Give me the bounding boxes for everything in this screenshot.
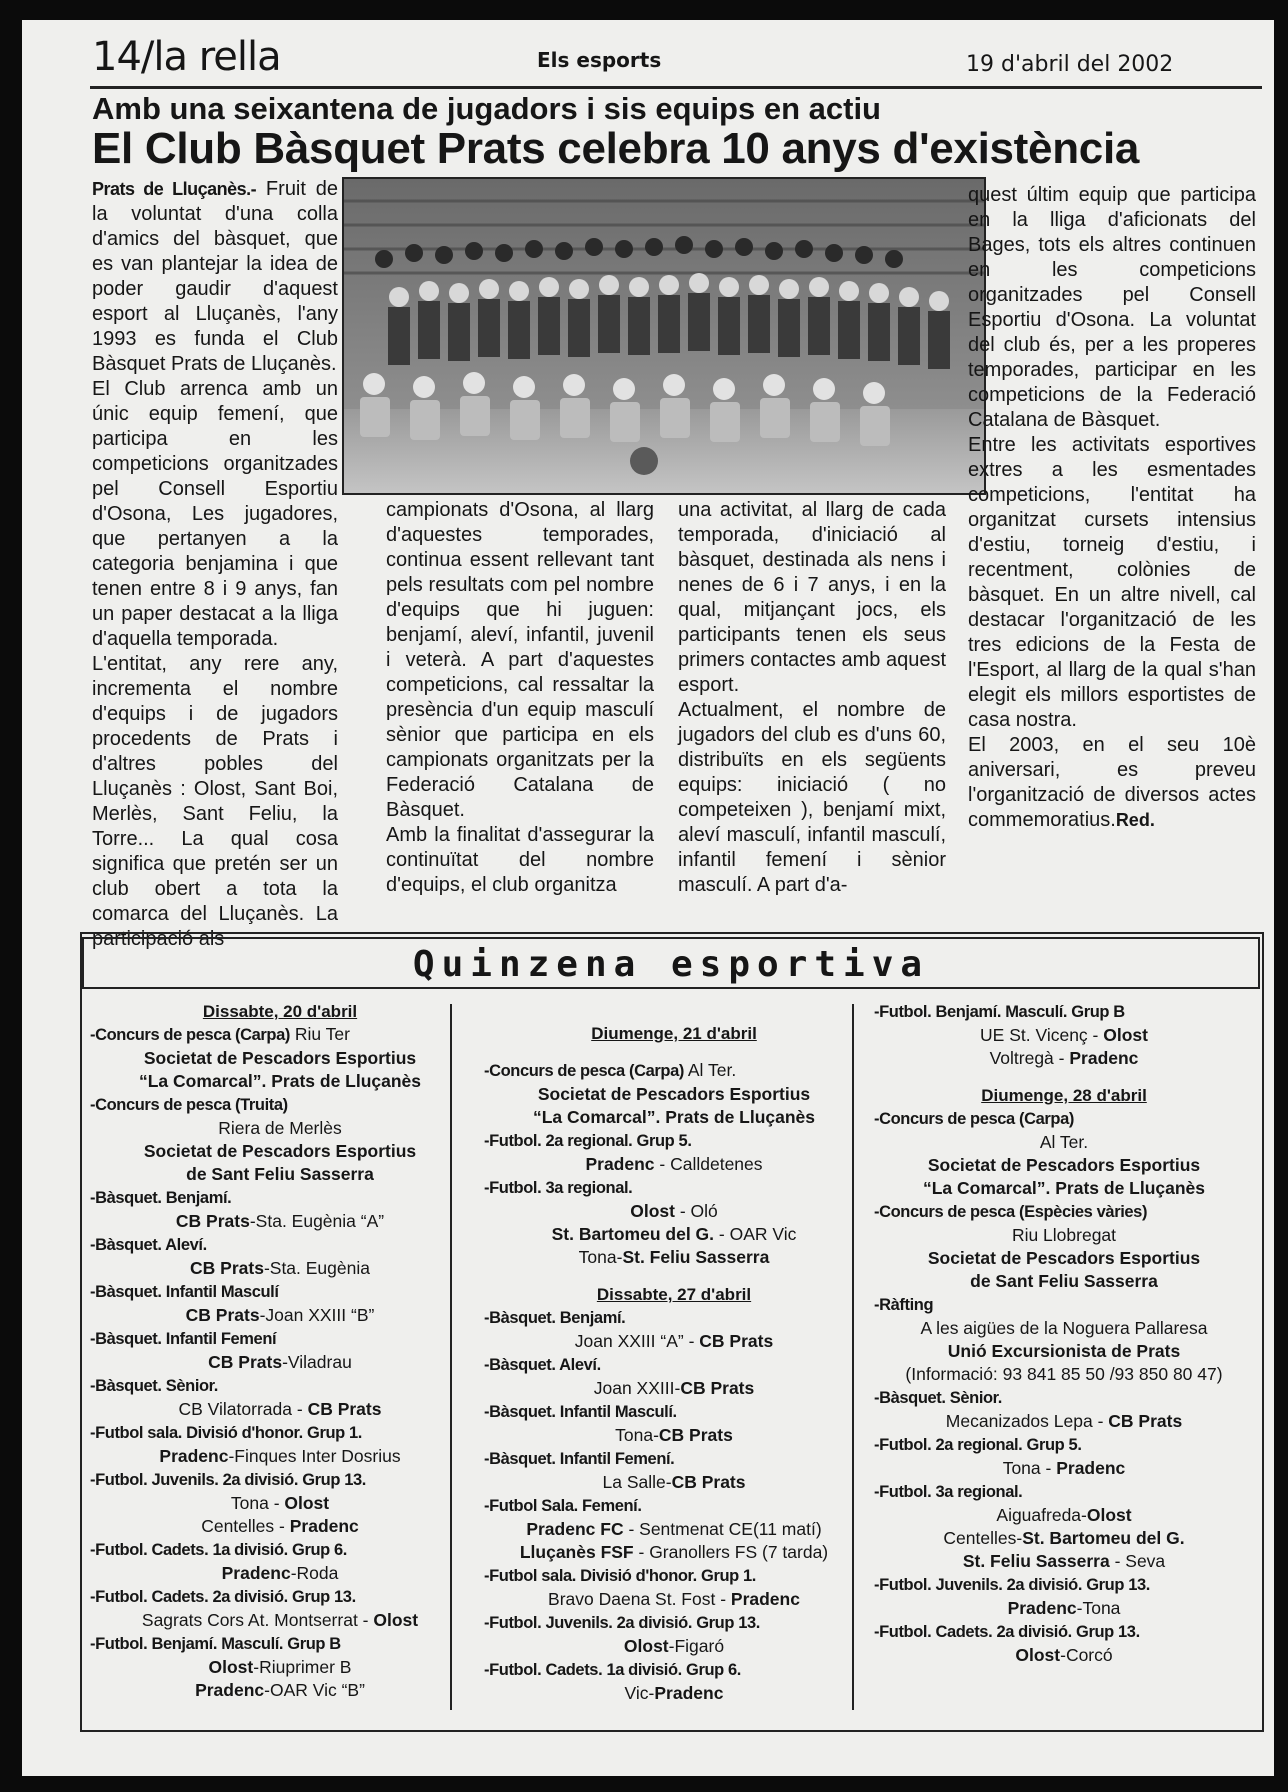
- schedule-day-text: Diumenge, 28 d'abril: [981, 1086, 1147, 1105]
- schedule-organizer: [874, 1247, 1254, 1270]
- match-separator: -: [633, 1542, 650, 1562]
- schedule-category: [90, 1093, 470, 1117]
- schedule-place: [874, 1363, 1254, 1386]
- schedule-organizer: [874, 1270, 1254, 1293]
- match-separator: -: [1109, 1551, 1126, 1571]
- schedule-match: [90, 1210, 470, 1233]
- schedule-line-text: Societat de Pescadors Esportius: [927, 1248, 1201, 1268]
- match-separator: -: [715, 1589, 731, 1609]
- team-away: Pradenc: [730, 1589, 800, 1609]
- article-kicker: Amb una seixantena de jugadors i sis equips en actiu: [92, 91, 881, 126]
- team-away: Viladrau: [287, 1352, 352, 1372]
- schedule-match: [484, 1330, 864, 1353]
- schedule-category-text: -Bàsquet. Aleví.: [484, 1356, 601, 1374]
- schedule-place: [874, 1131, 1254, 1154]
- team-home: Pradenc: [1007, 1598, 1077, 1618]
- schedule-category-text: -Futbol. Cadets. 2a divisió. Grup 13.: [90, 1588, 356, 1606]
- schedule-category-text: -Concurs de pesca (Carpa): [90, 1026, 290, 1044]
- schedule-match: [90, 1257, 470, 1280]
- schedule-category-place: Riu Ter: [289, 1024, 350, 1044]
- schedule-line-text: Al Ter.: [1039, 1132, 1089, 1152]
- match-separator: -: [1087, 1025, 1104, 1045]
- schedule-organizer: [90, 1163, 470, 1186]
- schedule-place: [874, 1224, 1254, 1247]
- schedule-category: [90, 1327, 470, 1351]
- schedule-category: [484, 1059, 864, 1083]
- schedule-category-text: -Concurs de pesca (Carpa): [874, 1110, 1074, 1128]
- team-away: CB Prats: [699, 1331, 774, 1351]
- schedule-category-text: -Ràfting: [874, 1296, 934, 1314]
- schedule-day-text: Dissabte, 20 d'abril: [202, 1002, 358, 1021]
- schedule-column-2: [484, 1022, 864, 1705]
- team-away: Pradenc: [654, 1683, 724, 1703]
- team-home: CB Prats: [190, 1258, 264, 1278]
- header-rule: [90, 86, 1262, 89]
- team-away: Sta. Eugènia “A”: [255, 1211, 385, 1231]
- schedule-category: [484, 1611, 864, 1635]
- team-away: Joan XXIII “B”: [265, 1305, 375, 1325]
- team-home: Olost: [1015, 1645, 1061, 1665]
- match-separator: -: [648, 1683, 655, 1703]
- schedule-day-heading: [90, 1000, 470, 1023]
- schedule-match: [484, 1424, 864, 1447]
- schedule-category: [90, 1468, 470, 1492]
- schedule-category: [874, 1000, 1254, 1024]
- schedule-line-text: Societat de Pescadors Esportius: [143, 1141, 417, 1161]
- schedule-match: [874, 1504, 1254, 1527]
- match-separator: -: [1092, 1411, 1109, 1431]
- match-separator: -: [1016, 1528, 1023, 1548]
- schedule-category: [484, 1400, 864, 1424]
- team-away: Sta. Eugènia: [269, 1258, 370, 1278]
- match-separator: -: [616, 1247, 623, 1267]
- schedule-category-place: Al Ter.: [683, 1060, 737, 1080]
- article-column-2: campionats d'Osona, al llarg d'aquestes temporades, continua essent rellevant tant pels resultats com pel nombre d'equips que hi juguen: benjamí, aleví, infantil, juvenil i veterà. A part d'aquestes competicions, cal ressaltar la presència d'un equip masculí sènior que participa en els campionats organitzats per la Federació Catalana de Bàsquet. Amb la finalitat d'assegurar la continuïtat del nombre d'equips, el club organitza: [386, 499, 654, 896]
- schedule-category-text: -Concurs de pesca (Truita): [90, 1096, 288, 1114]
- schedule-category-text: -Futbol sala. Divisió d'honor. Grup 1.: [90, 1424, 362, 1442]
- schedule-organizer: [874, 1154, 1254, 1177]
- schedule-line-text: A les aigües de la Noguera Pallaresa: [920, 1318, 1208, 1338]
- schedule-category: [90, 1538, 470, 1562]
- schedule-category-text: -Futbol. 2a regional. Grup 5.: [874, 1436, 1082, 1454]
- schedule-organizer: [90, 1140, 470, 1163]
- match-separator: -: [274, 1516, 290, 1536]
- match-separator: -: [1060, 1645, 1066, 1665]
- team-away: Granollers FS (7 tarda): [649, 1542, 829, 1562]
- team-photo-illustration: [344, 179, 984, 493]
- schedule-line-text: (Informació: 93 841 85 50 /93 850 80 47): [905, 1364, 1223, 1384]
- article-signature: Red.: [1115, 810, 1155, 830]
- schedule-match: [484, 1518, 864, 1541]
- schedule-category: [874, 1200, 1254, 1224]
- team-home: CB Vilatorrada: [178, 1399, 292, 1419]
- schedule-match: [484, 1471, 864, 1494]
- schedule-category-text: -Futbol. Juvenils. 2a divisió. Grup 13.: [90, 1471, 366, 1489]
- schedule-day-text: Dissabte, 27 d'abril: [596, 1285, 752, 1304]
- schedule-column-1: [90, 1000, 470, 1702]
- schedule-category: [874, 1573, 1254, 1597]
- team-home: La Salle: [602, 1472, 666, 1492]
- schedule-category-text: -Futbol Sala. Femení.: [484, 1497, 642, 1515]
- schedule-match: [874, 1644, 1254, 1667]
- schedule-category: [874, 1433, 1254, 1457]
- schedule-match: [874, 1597, 1254, 1620]
- schedule-match: [874, 1024, 1254, 1047]
- schedule-line-text: Societat de Pescadors Esportius: [537, 1084, 811, 1104]
- section-title: Els esports: [537, 48, 662, 72]
- schedule-category-text: -Futbol. 3a regional.: [484, 1179, 633, 1197]
- schedule-organizer: [484, 1083, 864, 1106]
- team-home: Pradenc: [585, 1154, 655, 1174]
- schedule-category-text: -Futbol. Benjamí. Masculí. Grup B: [874, 1003, 1125, 1021]
- match-separator: -: [1040, 1458, 1057, 1478]
- schedule-line-text: Societat de Pescadors Esportius: [927, 1155, 1201, 1175]
- schedule-category-text: -Futbol. Juvenils. 2a divisió. Grup 13.: [484, 1614, 760, 1632]
- article-column-1-text: Fruit de la voluntat d'una colla d'amics del bàsquet, que es van plantejar la idea de poder gaudir d'aquest esport al Lluçanès, l'any 1993 es funda el Club Bàsquet Prats de Lluçanès. El Club arrenca amb un únic equip femení, que participa en les competicions organitzades pel Consell Esportiu d'Osona, Les jugadores, que pertanyen a la categoria benjamina i que tenen entre 8 i 9 anys, fan un paper destacat a la lliga d'aquella temporada. L'entitat, any rere any, incrementa el nombre d'equips i de jugadors procedents de Prats i d'altres pobles del Lluçanès : Olost, Sant Boi, Merlès, Sant Feliu, la Torre... La qual cosa significa que pretén ser un club obert a tota la comarca del Lluçanès. La participació als: [92, 178, 339, 950]
- match-separator: -: [253, 1657, 260, 1677]
- team-away: Olost: [1103, 1025, 1148, 1045]
- schedule-spacer: [874, 1070, 1254, 1084]
- team-home: UE St. Vicenç: [980, 1025, 1088, 1045]
- team-away: CB Prats: [658, 1425, 733, 1445]
- schedule-category-text: -Futbol. Cadets. 2a divisió. Grup 13.: [874, 1623, 1140, 1641]
- schedule-category-text: -Bàsquet. Sènior.: [90, 1377, 218, 1395]
- team-away: OAR Vic: [729, 1224, 797, 1244]
- schedule-line-text: “La Comarcal”. Prats de Lluçanès: [138, 1071, 422, 1091]
- match-separator: -: [259, 1305, 266, 1325]
- schedule-match: [484, 1246, 864, 1269]
- schedule-line-text: Riu Llobregat: [1011, 1225, 1117, 1245]
- schedule-category: [90, 1186, 470, 1210]
- schedule-match: [484, 1541, 864, 1564]
- match-separator: -: [665, 1472, 672, 1492]
- schedule-line-text: de Sant Feliu Sasserra: [970, 1271, 1158, 1291]
- schedule-category: [484, 1494, 864, 1518]
- article-column-4: [968, 183, 1256, 833]
- schedule-organizer: [484, 1106, 864, 1129]
- team-away: Pradenc: [1056, 1458, 1126, 1478]
- team-home: Mecanizados Lepa: [945, 1411, 1093, 1431]
- match-separator: -: [264, 1680, 270, 1700]
- schedule-category: [90, 1023, 470, 1047]
- schedule-organizer: [874, 1177, 1254, 1200]
- schedule-match: [90, 1492, 470, 1515]
- schedule-category-text: -Futbol sala. Divisió d'honor. Grup 1.: [484, 1567, 756, 1585]
- schedule-match: [90, 1351, 470, 1374]
- team-away: Figaró: [674, 1636, 725, 1656]
- schedule-match: [90, 1445, 470, 1468]
- team-home: CB Prats: [175, 1211, 250, 1231]
- team-home: Pradenc FC: [526, 1519, 624, 1539]
- team-away: Seva: [1125, 1551, 1166, 1571]
- team-home: Joan XXIII: [593, 1378, 675, 1398]
- schedule-category-text: -Bàsquet. Infantil Femení.: [484, 1450, 675, 1468]
- team-away: Pradenc: [289, 1516, 359, 1536]
- schedule-category-text: -Bàsquet. Aleví.: [90, 1236, 207, 1254]
- schedule-match: [484, 1377, 864, 1400]
- match-separator: -: [623, 1519, 640, 1539]
- team-away: St. Bartomeu del G.: [1022, 1528, 1185, 1548]
- schedule-category-text: -Bàsquet. Benjamí.: [484, 1309, 626, 1327]
- schedule-match: [90, 1515, 470, 1538]
- schedule-spacer: [484, 1269, 864, 1283]
- match-separator: -: [674, 1201, 691, 1221]
- team-away: CB Prats: [307, 1399, 382, 1419]
- team-away: OAR Vic “B”: [269, 1680, 365, 1700]
- team-away: Olost: [373, 1610, 419, 1630]
- match-separator: -: [228, 1446, 235, 1466]
- schedule-category-text: -Futbol. Cadets. 1a divisió. Grup 6.: [90, 1541, 347, 1559]
- team-home: Aiguafreda: [996, 1505, 1082, 1525]
- schedule-day-heading: [484, 1022, 864, 1045]
- schedule-category-text: -Concurs de pesca (Carpa): [484, 1062, 684, 1080]
- schedule-place: [874, 1317, 1254, 1340]
- schedule-category: [874, 1293, 1254, 1317]
- schedule-match: [90, 1609, 470, 1632]
- team-away: Sentmenat CE(11 matí): [639, 1519, 822, 1539]
- schedule-category: [484, 1447, 864, 1471]
- schedule-category-text: -Bàsquet. Benjamí.: [90, 1189, 232, 1207]
- schedule-match: [874, 1550, 1254, 1573]
- schedule-line-text: “La Comarcal”. Prats de Lluçanès: [532, 1107, 816, 1127]
- schedule-category: [90, 1233, 470, 1257]
- team-home: Bravo Daena St. Fost: [548, 1589, 716, 1609]
- article-column-4-text: quest últim equip que participa en la lliga d'aficionats del Bages, tots els altres continuen en les competicions organitzades pel Consell Esportiu d'Osona. La voluntat del club és, per a les properes temporades, participar en les competicions de la Federació Catalana de Bàsquet. Entre les activitats esportives extres a les esmentades competicions, l'entitat ha organitzat cursets intensius d'estiu, torneig d'estiu, i recentment, colònies de bàsquet. En un altre nivell, cal destacar l'organització de les tres edicions de la Festa de l'Esport, al llarg de la qual s'han elegit els millors esportistes de casa nostra. El 2003, en el seu 10è aniversari, es preveu l'organització de diversos actes commemoratius.: [968, 184, 1256, 831]
- match-separator: -: [1081, 1505, 1087, 1525]
- schedule-category-text: -Futbol. Juvenils. 2a divisió. Grup 13.: [874, 1576, 1150, 1594]
- team-home: Olost: [623, 1636, 669, 1656]
- match-separator: -: [290, 1563, 297, 1583]
- schedule-category-text: -Concurs de pesca (Espècies vàries): [874, 1203, 1148, 1221]
- team-away: Oló: [690, 1201, 718, 1221]
- team-home: Tona: [230, 1493, 269, 1513]
- issue-date: 19 d'abril del 2002: [966, 52, 1174, 77]
- team-home: St. Bartomeu del G.: [551, 1224, 715, 1244]
- schedule-category: [484, 1564, 864, 1588]
- schedule-line-text: Riera de Merlès: [218, 1118, 342, 1138]
- schedule-match: [484, 1635, 864, 1658]
- schedule-match: [484, 1223, 864, 1246]
- team-home: CB Prats: [208, 1352, 283, 1372]
- team-home: St. Feliu Sasserra: [962, 1551, 1110, 1571]
- team-home: Sagrats Cors At. Montserrat: [141, 1610, 358, 1630]
- schedule-day-heading: [484, 1283, 864, 1306]
- team-home: Lluçanès FSF: [519, 1542, 634, 1562]
- team-home: Olost: [630, 1201, 675, 1221]
- team-away: CB Prats: [1108, 1411, 1183, 1431]
- schedule-category-text: -Bàsquet. Infantil Masculí: [90, 1283, 279, 1301]
- schedule-match: [874, 1527, 1254, 1550]
- team-home: Joan XXIII “A”: [574, 1331, 684, 1351]
- schedule-match: [874, 1410, 1254, 1433]
- schedule-category: [90, 1632, 470, 1656]
- match-separator: -: [654, 1154, 671, 1174]
- team-photo: [342, 177, 986, 495]
- team-away: Riuprimer B: [259, 1657, 352, 1677]
- match-separator: -: [1053, 1048, 1070, 1068]
- schedule-category-text: -Futbol. 3a regional.: [874, 1483, 1023, 1501]
- match-separator: -: [683, 1331, 700, 1351]
- schedule-category: [874, 1386, 1254, 1410]
- match-separator: -: [268, 1493, 285, 1513]
- schedule-category: [874, 1620, 1254, 1644]
- schedule-category: [90, 1585, 470, 1609]
- schedule-place: [90, 1117, 470, 1140]
- match-separator: -: [714, 1224, 730, 1244]
- match-separator: -: [282, 1352, 288, 1372]
- sports-schedule-title: Quinzena esportiva: [412, 944, 930, 985]
- team-home: Tona: [615, 1425, 654, 1445]
- match-separator: -: [668, 1636, 675, 1656]
- article-column-3: una activitat, al llarg de cada temporada, d'iniciació al bàsquet, destinada als nens i nenes de 6 i 7 anys, i en la qual, mitjançant jocs, els participants tenen els seus primers contactes amb aquest esport. Actualment, el nombre de jugadors del club es d'uns 60, distribuïts en els següents equips: iniciació ( no competeixen ), benjamí mixt, aleví masculí, infantil masculí, infantil femení i sènior masculí. A part d'a-: [678, 499, 946, 896]
- team-away: Corcó: [1065, 1645, 1113, 1665]
- article-column-1: [92, 177, 339, 950]
- schedule-category-text: -Bàsquet. Infantil Masculí.: [484, 1403, 677, 1421]
- schedule-category: [484, 1306, 864, 1330]
- schedule-match: [874, 1457, 1254, 1480]
- schedule-line-text: Societat de Pescadors Esportius: [143, 1048, 417, 1068]
- page-number-masthead: 14/la rella: [92, 34, 281, 80]
- match-separator: -: [357, 1610, 374, 1630]
- schedule-match: [484, 1153, 864, 1176]
- schedule-line-text: Unió Excursionista de Prats: [947, 1341, 1181, 1361]
- schedule-match: [90, 1398, 470, 1421]
- schedule-day-text: Diumenge, 21 d'abril: [591, 1024, 757, 1043]
- team-away: CB Prats: [671, 1472, 746, 1492]
- team-home: CB Prats: [185, 1305, 260, 1325]
- team-home: Tona: [1002, 1458, 1041, 1478]
- team-home: Vic: [624, 1683, 649, 1703]
- team-home: Pradenc: [221, 1563, 291, 1583]
- schedule-category: [90, 1280, 470, 1304]
- team-away: Tona: [1082, 1598, 1121, 1618]
- team-away: Olost: [284, 1493, 330, 1513]
- schedule-column-3: [874, 1000, 1254, 1667]
- match-separator: -: [263, 1258, 270, 1278]
- schedule-match: [484, 1200, 864, 1223]
- schedule-match: [874, 1047, 1254, 1070]
- team-away: Olost: [1086, 1505, 1132, 1525]
- schedule-organizer: [90, 1070, 470, 1093]
- schedule-match: [90, 1679, 470, 1702]
- team-away: Roda: [296, 1563, 339, 1583]
- team-away: Calldetenes: [670, 1154, 763, 1174]
- match-separator: -: [674, 1378, 681, 1398]
- team-away: Pradenc: [1069, 1048, 1139, 1068]
- schedule-day-heading: [874, 1084, 1254, 1107]
- schedule-match: [90, 1304, 470, 1327]
- team-home: Olost: [208, 1657, 254, 1677]
- team-home: Centelles: [201, 1516, 275, 1536]
- team-away: Finques Inter Dosrius: [234, 1446, 401, 1466]
- match-separator: -: [249, 1211, 256, 1231]
- schedule-category: [90, 1421, 470, 1445]
- schedule-organizer: [874, 1340, 1254, 1363]
- team-away: St. Feliu Sasserra: [622, 1247, 770, 1267]
- schedule-category: [90, 1374, 470, 1398]
- newspaper-page: [22, 20, 1274, 1776]
- match-separator: -: [292, 1399, 308, 1419]
- team-home: Pradenc: [195, 1680, 265, 1700]
- article-headline: El Club Bàsquet Prats celebra 10 anys d'existència: [92, 124, 1140, 173]
- schedule-organizer: [90, 1047, 470, 1070]
- schedule-category-text: -Futbol. 2a regional. Grup 5.: [484, 1132, 692, 1150]
- schedule-spacer: [484, 1045, 864, 1059]
- schedule-category: [484, 1353, 864, 1377]
- article-dateline: Prats de Lluçanès.-: [92, 179, 257, 199]
- schedule-category-text: -Futbol. Cadets. 1a divisió. Grup 6.: [484, 1661, 741, 1679]
- schedule-category: [874, 1480, 1254, 1504]
- team-home: Tona: [578, 1247, 617, 1267]
- schedule-line-text: “La Comarcal”. Prats de Lluçanès: [922, 1178, 1206, 1198]
- match-separator: -: [1076, 1598, 1083, 1618]
- schedule-category: [484, 1129, 864, 1153]
- team-home: Pradenc: [159, 1446, 229, 1466]
- schedule-category: [874, 1107, 1254, 1131]
- team-away: CB Prats: [680, 1378, 755, 1398]
- schedule-line-text: de Sant Feliu Sasserra: [186, 1164, 374, 1184]
- schedule-category-text: -Futbol. Benjamí. Masculí. Grup B: [90, 1635, 341, 1653]
- schedule-category-text: -Bàsquet. Infantil Femení: [90, 1330, 277, 1348]
- schedule-match: [484, 1588, 864, 1611]
- schedule-match: [484, 1682, 864, 1705]
- schedule-match: [90, 1656, 470, 1679]
- schedule-match: [90, 1562, 470, 1585]
- team-home: Centelles: [943, 1528, 1017, 1548]
- schedule-category: [484, 1176, 864, 1200]
- match-separator: -: [653, 1425, 659, 1445]
- schedule-category: [484, 1658, 864, 1682]
- schedule-category-text: -Bàsquet. Sènior.: [874, 1389, 1002, 1407]
- team-home: Voltregà: [989, 1048, 1054, 1068]
